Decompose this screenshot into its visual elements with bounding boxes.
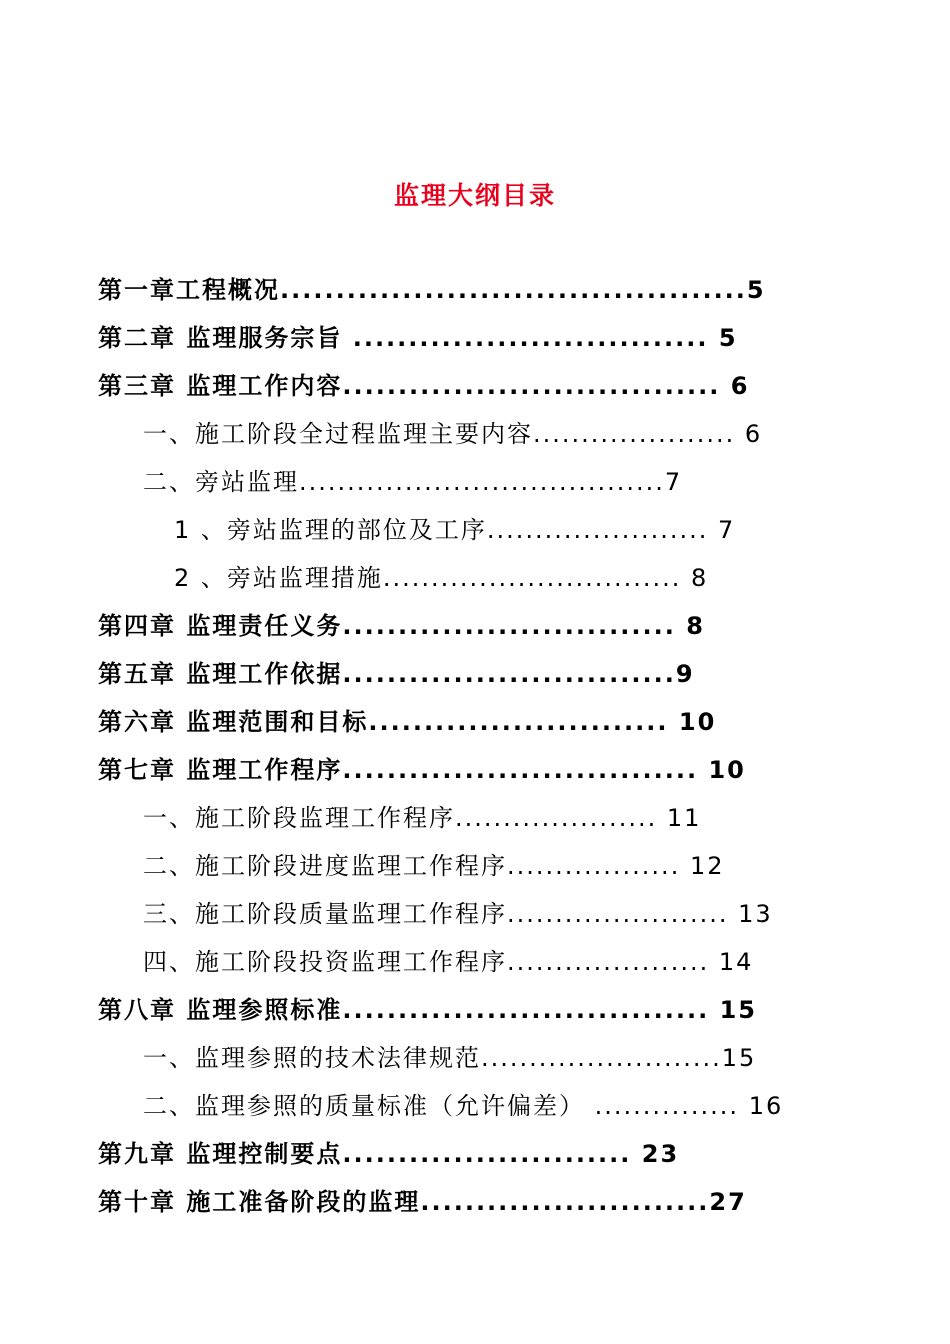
toc-entry-subsection-3-2-2: 2 、旁站监理措施............................... 8 (174, 564, 709, 592)
toc-entry-chapter-8: 第八章 监理参照标准................................. 15 (98, 996, 757, 1024)
toc-entry-chapter-9: 第九章 监理控制要点.......................... 23 (98, 1140, 680, 1168)
toc-entry-section-7-3: 三、施工阶段质量监理工作程序....................... 13 (143, 900, 773, 928)
toc-entry-chapter-5: 第五章 监理工作依据..............................9 (98, 660, 695, 688)
toc-entry-section-7-2: 二、施工阶段进度监理工作程序.................. 12 (143, 852, 725, 880)
toc-entry-section-8-2: 二、监理参照的质量标准（允许偏差） ............... 16 (143, 1092, 784, 1120)
toc-entry-chapter-10: 第十章 施工准备阶段的监理..........................27 (98, 1188, 747, 1216)
document-title: 监理大纲目录 (393, 181, 556, 210)
toc-entry-chapter-3: 第三章 监理工作内容.................................. 6 (98, 372, 750, 400)
toc-entry-section-3-2: 二、旁站监理......................................7 (143, 468, 683, 496)
toc-entry-section-3-1: 一、施工阶段全过程监理主要内容..................... 6 (143, 420, 763, 448)
toc-entry-chapter-4: 第四章 监理责任义务.............................. 8 (98, 612, 705, 640)
toc-entry-chapter-1: 第一章工程概况..........................................5 (98, 276, 766, 304)
toc-entry-chapter-2: 第二章 监理服务宗旨 ................................ 5 (98, 324, 738, 352)
toc-entry-chapter-7: 第七章 监理工作程序................................ 10 (98, 756, 746, 784)
toc-entry-chapter-6: 第六章 监理范围和目标........................... 10 (98, 708, 717, 736)
toc-entry-section-7-1: 一、施工阶段监理工作程序..................... 11 (143, 804, 702, 832)
toc-entry-section-7-4: 四、施工阶段投资监理工作程序..................... 14 (143, 948, 754, 976)
toc-entry-section-8-1: 一、监理参照的技术法律规范.........................15 (143, 1044, 757, 1072)
toc-entry-subsection-3-2-1: 1 、旁站监理的部位及工序....................... 7 (174, 516, 736, 544)
